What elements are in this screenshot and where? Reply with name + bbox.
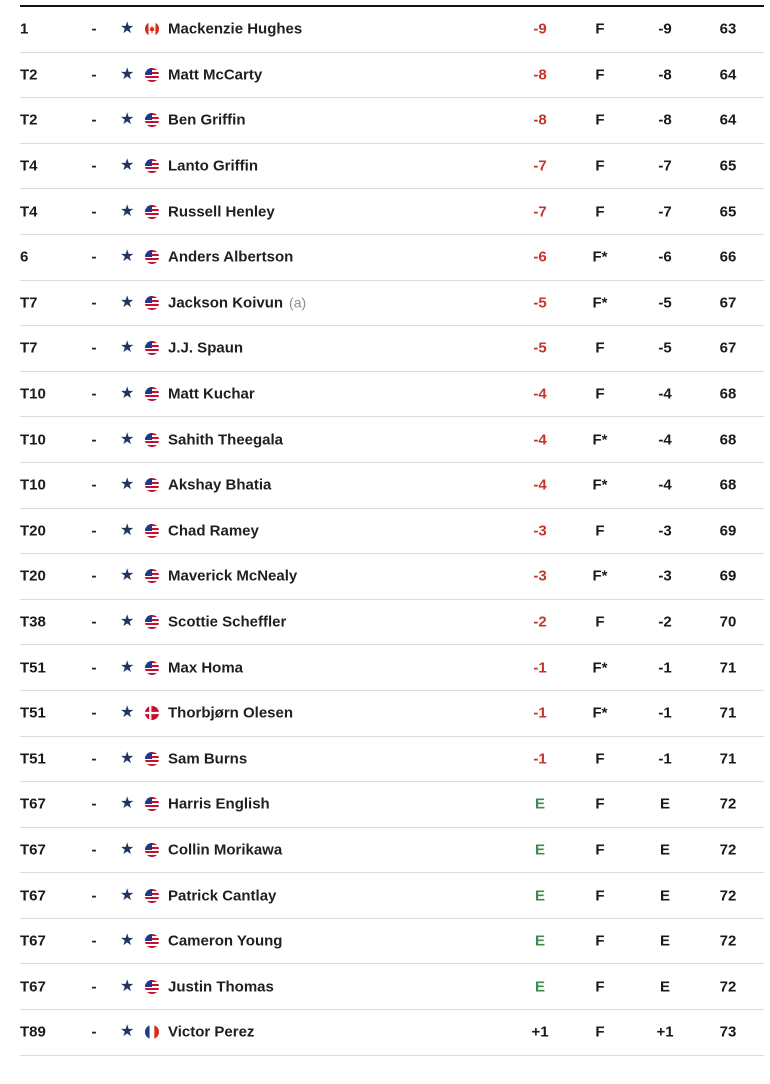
round-score: -9 [658, 20, 672, 38]
round-score: -4 [658, 431, 672, 449]
player-name[interactable] [168, 112, 246, 129]
position: T2 [20, 66, 38, 84]
star-icon[interactable]: ★ [120, 202, 135, 220]
usa-flag-icon [145, 205, 159, 219]
total-score: -3 [533, 567, 547, 585]
strokes: 68 [719, 431, 737, 449]
star-icon[interactable]: ★ [120, 795, 135, 813]
strokes: 68 [719, 476, 737, 494]
movement: - [91, 111, 97, 129]
player-name[interactable] [168, 294, 306, 311]
round-score: E [659, 795, 670, 813]
thru-status: F [595, 157, 605, 175]
strokes: 63 [719, 20, 737, 38]
leaderboard-row[interactable] [20, 828, 764, 874]
position: T38 [20, 613, 46, 631]
strokes: 65 [719, 157, 737, 175]
player-name[interactable] [168, 887, 276, 904]
player-name[interactable] [168, 705, 293, 722]
movement: - [91, 20, 97, 38]
star-icon[interactable]: ★ [120, 20, 135, 38]
total-score: -5 [533, 294, 547, 312]
leaderboard-row[interactable] [20, 417, 764, 463]
movement: - [91, 704, 97, 722]
star-icon[interactable]: ★ [120, 476, 135, 494]
player-name-text: Thorbjørn Olesen [168, 704, 294, 722]
player-name-text: Russell Henley [168, 203, 275, 221]
position: T4 [20, 157, 38, 175]
round-score: E [659, 887, 670, 905]
strokes: 72 [719, 887, 737, 905]
total-score: -1 [533, 750, 547, 768]
player-name[interactable] [168, 249, 293, 266]
position: T10 [20, 385, 46, 403]
position: T51 [20, 704, 46, 722]
star-icon[interactable]: ★ [120, 248, 135, 266]
round-score: -7 [658, 203, 672, 221]
position: T89 [20, 1023, 46, 1041]
strokes: 71 [719, 704, 737, 722]
movement: - [91, 157, 97, 175]
round-score: -4 [658, 476, 672, 494]
position: T7 [20, 294, 38, 312]
movement: - [91, 203, 97, 221]
strokes: 72 [719, 932, 737, 950]
position: T67 [20, 932, 46, 950]
leaderboard-row[interactable] [20, 53, 764, 99]
position: T67 [20, 887, 46, 905]
total-score: E [534, 932, 545, 950]
total-score: -4 [533, 385, 547, 403]
player-name[interactable] [168, 750, 247, 767]
movement: - [91, 66, 97, 84]
player-name[interactable] [168, 1024, 254, 1041]
player-name-text: Akshay Bhatia [168, 476, 272, 494]
leaderboard-row[interactable] [20, 7, 764, 53]
leaderboard-row[interactable] [20, 189, 764, 235]
total-score: +1 [531, 1023, 549, 1041]
total-score: -8 [533, 111, 547, 129]
star-icon[interactable]: ★ [120, 886, 135, 904]
strokes: 70 [719, 613, 737, 631]
usa-flag-icon [145, 478, 159, 492]
star-icon[interactable]: ★ [120, 157, 135, 175]
movement: - [91, 613, 97, 631]
strokes: 68 [719, 385, 737, 403]
player-name[interactable] [168, 796, 270, 813]
star-icon[interactable]: ★ [120, 430, 135, 448]
strokes: 67 [719, 294, 737, 312]
strokes: 71 [719, 750, 737, 768]
player-name-text: Sahith Theegala [168, 431, 284, 449]
total-score: -8 [533, 66, 547, 84]
usa-flag-icon [145, 752, 159, 766]
round-score: -5 [658, 339, 672, 357]
player-name-text: Sam Burns [168, 750, 248, 768]
thru-status: F [595, 887, 605, 905]
leaderboard-row[interactable] [20, 964, 764, 1010]
leaderboard-row[interactable] [20, 281, 764, 327]
star-icon[interactable]: ★ [120, 1023, 135, 1041]
thru-status: F [595, 978, 605, 996]
movement: - [91, 750, 97, 768]
strokes: 72 [719, 795, 737, 813]
total-score: E [534, 978, 545, 996]
player-name[interactable] [168, 340, 243, 357]
usa-flag-icon [145, 250, 159, 264]
leaderboard-row[interactable] [20, 235, 764, 281]
player-name[interactable] [168, 568, 297, 585]
leaderboard-row[interactable] [20, 691, 764, 737]
movement: - [91, 339, 97, 357]
thru-status: F [595, 111, 605, 129]
position: T20 [20, 567, 46, 585]
strokes: 65 [719, 203, 737, 221]
player-name-text: Chad Ramey [168, 522, 259, 540]
usa-flag-icon [145, 159, 159, 173]
usa-flag-icon [145, 569, 159, 583]
player-name-text: Max Homa [168, 659, 244, 677]
total-score: -9 [533, 20, 547, 38]
round-score: -2 [658, 613, 672, 631]
star-icon[interactable]: ★ [120, 385, 135, 403]
round-score: E [659, 978, 670, 996]
movement: - [91, 1023, 97, 1041]
round-score: -8 [658, 66, 672, 84]
position: T67 [20, 795, 46, 813]
thru-status: F* [592, 567, 608, 585]
position: T10 [20, 476, 46, 494]
star-icon[interactable]: ★ [120, 977, 135, 995]
position: T10 [20, 431, 46, 449]
leaderboard-row[interactable] [20, 782, 764, 828]
position: T67 [20, 978, 46, 996]
total-score: -1 [533, 704, 547, 722]
amateur-tag: (a) [289, 294, 307, 311]
strokes: 69 [719, 522, 737, 540]
position: T51 [20, 659, 46, 677]
player-name-text: Justin Thomas [168, 978, 274, 996]
player-name[interactable] [168, 431, 283, 448]
leaderboard-table [20, 7, 764, 1056]
player-name-text: Matt Kuchar [168, 385, 255, 403]
total-score: -2 [533, 613, 547, 631]
total-score: -7 [533, 203, 547, 221]
player-name[interactable] [168, 841, 282, 858]
thru-status: F* [592, 431, 608, 449]
round-score: -1 [658, 659, 672, 677]
thru-status: F [595, 66, 605, 84]
leaderboard-row[interactable] [20, 509, 764, 555]
player-name-text: Harris English [168, 795, 270, 813]
movement: - [91, 567, 97, 585]
strokes: 71 [719, 659, 737, 677]
usa-flag-icon [145, 934, 159, 948]
round-score: +1 [656, 1023, 674, 1041]
movement: - [91, 841, 97, 859]
leaderboard-row[interactable] [20, 372, 764, 418]
thru-status: F [595, 613, 605, 631]
total-score: -7 [533, 157, 547, 175]
player-name-text: Matt McCarty [168, 66, 263, 84]
thru-status: F* [592, 659, 608, 677]
leaderboard-row[interactable] [20, 326, 764, 372]
player-name-text: Ben Griffin [168, 111, 246, 129]
player-name-text: Cameron Young [168, 932, 283, 950]
thru-status: F [595, 339, 605, 357]
usa-flag-icon [145, 843, 159, 857]
player-name[interactable] [168, 158, 258, 175]
player-name-text: Lanto Griffin [168, 157, 258, 175]
denmark-flag-icon [145, 706, 159, 720]
movement: - [91, 248, 97, 266]
leaderboard-row[interactable] [20, 919, 764, 965]
total-score: -6 [533, 248, 547, 266]
total-score: -5 [533, 339, 547, 357]
leaderboard-row[interactable] [20, 554, 764, 600]
total-score: E [534, 887, 545, 905]
position: 6 [20, 248, 29, 266]
usa-flag-icon [145, 68, 159, 82]
leaderboard-row[interactable] [20, 98, 764, 144]
player-name[interactable] [168, 66, 262, 83]
position: T51 [20, 750, 46, 768]
thru-status: F [595, 841, 605, 859]
thru-status: F [595, 932, 605, 950]
strokes: 66 [719, 248, 737, 266]
star-icon[interactable]: ★ [120, 658, 135, 676]
thru-status: F* [592, 294, 608, 312]
player-name[interactable] [168, 978, 274, 995]
usa-flag-icon [145, 980, 159, 994]
player-name[interactable] [168, 614, 286, 631]
star-icon[interactable]: ★ [120, 932, 135, 950]
position: T20 [20, 522, 46, 540]
player-name[interactable] [168, 659, 243, 676]
player-name[interactable] [168, 386, 255, 403]
strokes: 64 [719, 66, 737, 84]
total-score: E [534, 795, 545, 813]
star-icon[interactable]: ★ [120, 111, 135, 129]
star-icon[interactable]: ★ [120, 704, 135, 722]
total-score: -4 [533, 431, 547, 449]
leaderboard-row[interactable] [20, 645, 764, 691]
player-name-text: Scottie Scheffler [168, 613, 287, 631]
leaderboard-row[interactable] [20, 600, 764, 646]
usa-flag-icon [145, 387, 159, 401]
france-flag-icon [145, 1025, 159, 1039]
star-icon[interactable]: ★ [120, 840, 135, 858]
thru-status: F* [592, 476, 608, 494]
round-score: -5 [658, 294, 672, 312]
strokes: 73 [719, 1023, 737, 1041]
usa-flag-icon [145, 661, 159, 675]
player-name-text: Patrick Cantlay [168, 887, 277, 905]
usa-flag-icon [145, 433, 159, 447]
thru-status: F [595, 750, 605, 768]
player-name[interactable] [168, 203, 275, 220]
round-score: -1 [658, 704, 672, 722]
leaderboard-row[interactable] [20, 737, 764, 783]
round-score: -8 [658, 111, 672, 129]
strokes: 69 [719, 567, 737, 585]
player-name-text: Jackson Koivun [168, 294, 284, 312]
round-score: -3 [658, 522, 672, 540]
movement: - [91, 795, 97, 813]
movement: - [91, 887, 97, 905]
star-icon[interactable]: ★ [120, 339, 135, 357]
movement: - [91, 932, 97, 950]
round-score: E [659, 841, 670, 859]
star-icon[interactable]: ★ [120, 567, 135, 585]
position: T4 [20, 203, 38, 221]
leaderboard-row[interactable] [20, 1010, 764, 1056]
position: 1 [20, 20, 29, 38]
leaderboard-row[interactable] [20, 873, 764, 919]
usa-flag-icon [145, 889, 159, 903]
star-icon[interactable]: ★ [120, 521, 135, 539]
usa-flag-icon [145, 296, 159, 310]
round-score: -7 [658, 157, 672, 175]
position: T2 [20, 111, 38, 129]
movement: - [91, 522, 97, 540]
total-score: -1 [533, 659, 547, 677]
round-score: -3 [658, 567, 672, 585]
thru-status: F [595, 1023, 605, 1041]
position: T7 [20, 339, 38, 357]
round-score: E [659, 932, 670, 950]
movement: - [91, 978, 97, 996]
usa-flag-icon [145, 341, 159, 355]
player-name[interactable] [168, 477, 271, 494]
strokes: 64 [719, 111, 737, 129]
thru-status: F [595, 522, 605, 540]
leaderboard-row[interactable] [20, 463, 764, 509]
thru-status: F [595, 385, 605, 403]
star-icon[interactable]: ★ [120, 749, 135, 767]
canada-flag-icon [145, 22, 159, 36]
star-icon[interactable]: ★ [120, 613, 135, 631]
strokes: 72 [719, 978, 737, 996]
round-score: -6 [658, 248, 672, 266]
star-icon[interactable]: ★ [120, 293, 135, 311]
thru-status: F* [592, 248, 608, 266]
position: T67 [20, 841, 46, 859]
thru-status: F [595, 20, 605, 38]
movement: - [91, 476, 97, 494]
total-score: -3 [533, 522, 547, 540]
player-name[interactable] [168, 933, 282, 950]
player-name-text: Maverick McNealy [168, 567, 298, 585]
movement: - [91, 431, 97, 449]
usa-flag-icon [145, 113, 159, 127]
player-name-text: Collin Morikawa [168, 841, 283, 859]
player-name[interactable] [168, 21, 302, 38]
player-name-text: J.J. Spaun [168, 339, 244, 357]
round-score: -1 [658, 750, 672, 768]
movement: - [91, 294, 97, 312]
thru-status: F [595, 795, 605, 813]
total-score: -4 [533, 476, 547, 494]
strokes: 72 [719, 841, 737, 859]
movement: - [91, 659, 97, 677]
player-name[interactable] [168, 522, 259, 539]
player-name-text: Anders Albertson [168, 248, 294, 266]
player-name-text: Victor Perez [168, 1023, 255, 1041]
round-score: -4 [658, 385, 672, 403]
movement: - [91, 385, 97, 403]
usa-flag-icon [145, 615, 159, 629]
thru-status: F [595, 203, 605, 221]
player-name-text: Mackenzie Hughes [168, 20, 303, 38]
strokes: 67 [719, 339, 737, 357]
thru-status: F* [592, 704, 608, 722]
usa-flag-icon [145, 797, 159, 811]
total-score: E [534, 841, 545, 859]
star-icon[interactable]: ★ [120, 65, 135, 83]
leaderboard-row[interactable] [20, 144, 764, 190]
usa-flag-icon [145, 524, 159, 538]
